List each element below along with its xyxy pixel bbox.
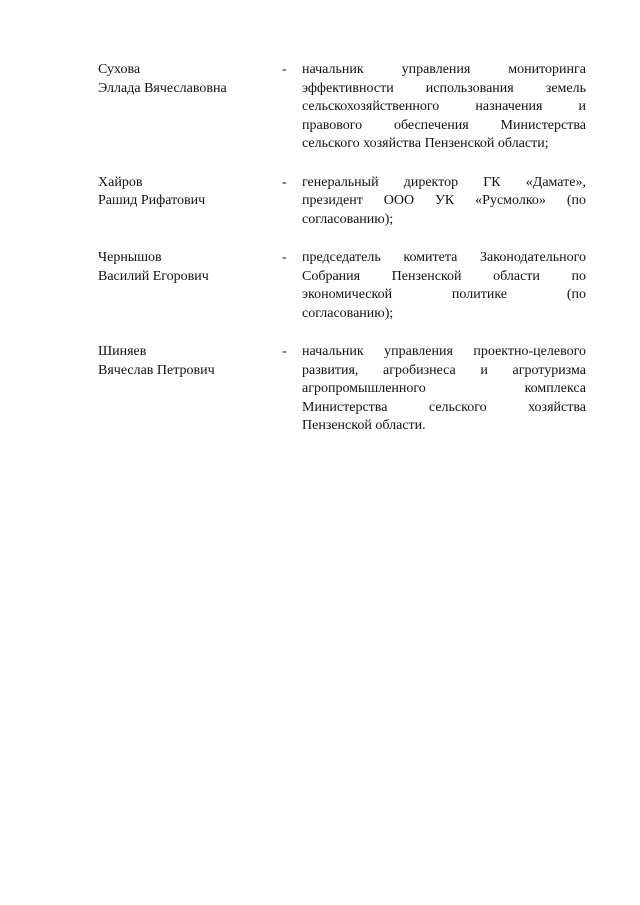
member-position bbox=[302, 249, 586, 323]
commission-member-list bbox=[98, 61, 586, 436]
position-line: председатель комитета Законодательного bbox=[302, 250, 586, 265]
member-entry bbox=[98, 343, 586, 436]
position-line: развития, агробизнеса и агротуризма bbox=[302, 362, 586, 378]
position-line: начальник управления мониторинга bbox=[302, 62, 586, 77]
member-given-names: Василий Егорович bbox=[98, 268, 209, 284]
separator-dash: - bbox=[282, 344, 287, 359]
member-given-names: Эллада Вячеславовна bbox=[98, 80, 227, 96]
position-line: согласованию); bbox=[302, 211, 394, 227]
member-entry bbox=[98, 249, 586, 323]
position-line: агропромышленного комплекса bbox=[302, 381, 586, 396]
position-line: Министерства сельского хозяйства bbox=[302, 399, 586, 415]
position-line: экономической политике (по bbox=[302, 287, 586, 302]
position-line: Пензенской области. bbox=[302, 418, 426, 433]
member-entry bbox=[98, 61, 586, 154]
position-line: сельского хозяйства Пензенской области; bbox=[302, 136, 549, 151]
member-name bbox=[98, 343, 278, 380]
member-position bbox=[302, 61, 586, 154]
position-line: генеральный директор ГК «Дамате», bbox=[302, 174, 586, 190]
member-entry bbox=[98, 174, 586, 230]
member-surname: Чернышов bbox=[98, 250, 162, 265]
member-given-names: Вячеслав Петрович bbox=[98, 362, 215, 378]
member-given-names: Рашид Рифатович bbox=[98, 193, 206, 208]
member-position bbox=[302, 343, 586, 436]
separator-dash: - bbox=[282, 250, 287, 265]
position-line: эффективности использования земель bbox=[302, 80, 586, 96]
member-name bbox=[98, 61, 278, 98]
position-line: президент ООО УК «Русмолко» (по bbox=[302, 193, 586, 208]
member-name bbox=[98, 174, 278, 211]
member-surname: Хайров bbox=[98, 174, 143, 190]
position-line: правового обеспечения Министерства bbox=[302, 117, 586, 133]
position-line: начальник управления проектно-целевого bbox=[302, 344, 586, 359]
member-name bbox=[98, 249, 278, 286]
member-surname: Сухова bbox=[98, 62, 141, 77]
separator-dash: - bbox=[282, 62, 287, 77]
separator-dash: - bbox=[282, 174, 287, 190]
position-line: сельскохозяйственного назначения и bbox=[302, 99, 586, 114]
member-position bbox=[302, 174, 586, 230]
position-line: согласованию); bbox=[302, 305, 394, 321]
position-line: Собрания Пензенской области по bbox=[302, 268, 586, 284]
member-surname: Шиняев bbox=[98, 344, 147, 359]
